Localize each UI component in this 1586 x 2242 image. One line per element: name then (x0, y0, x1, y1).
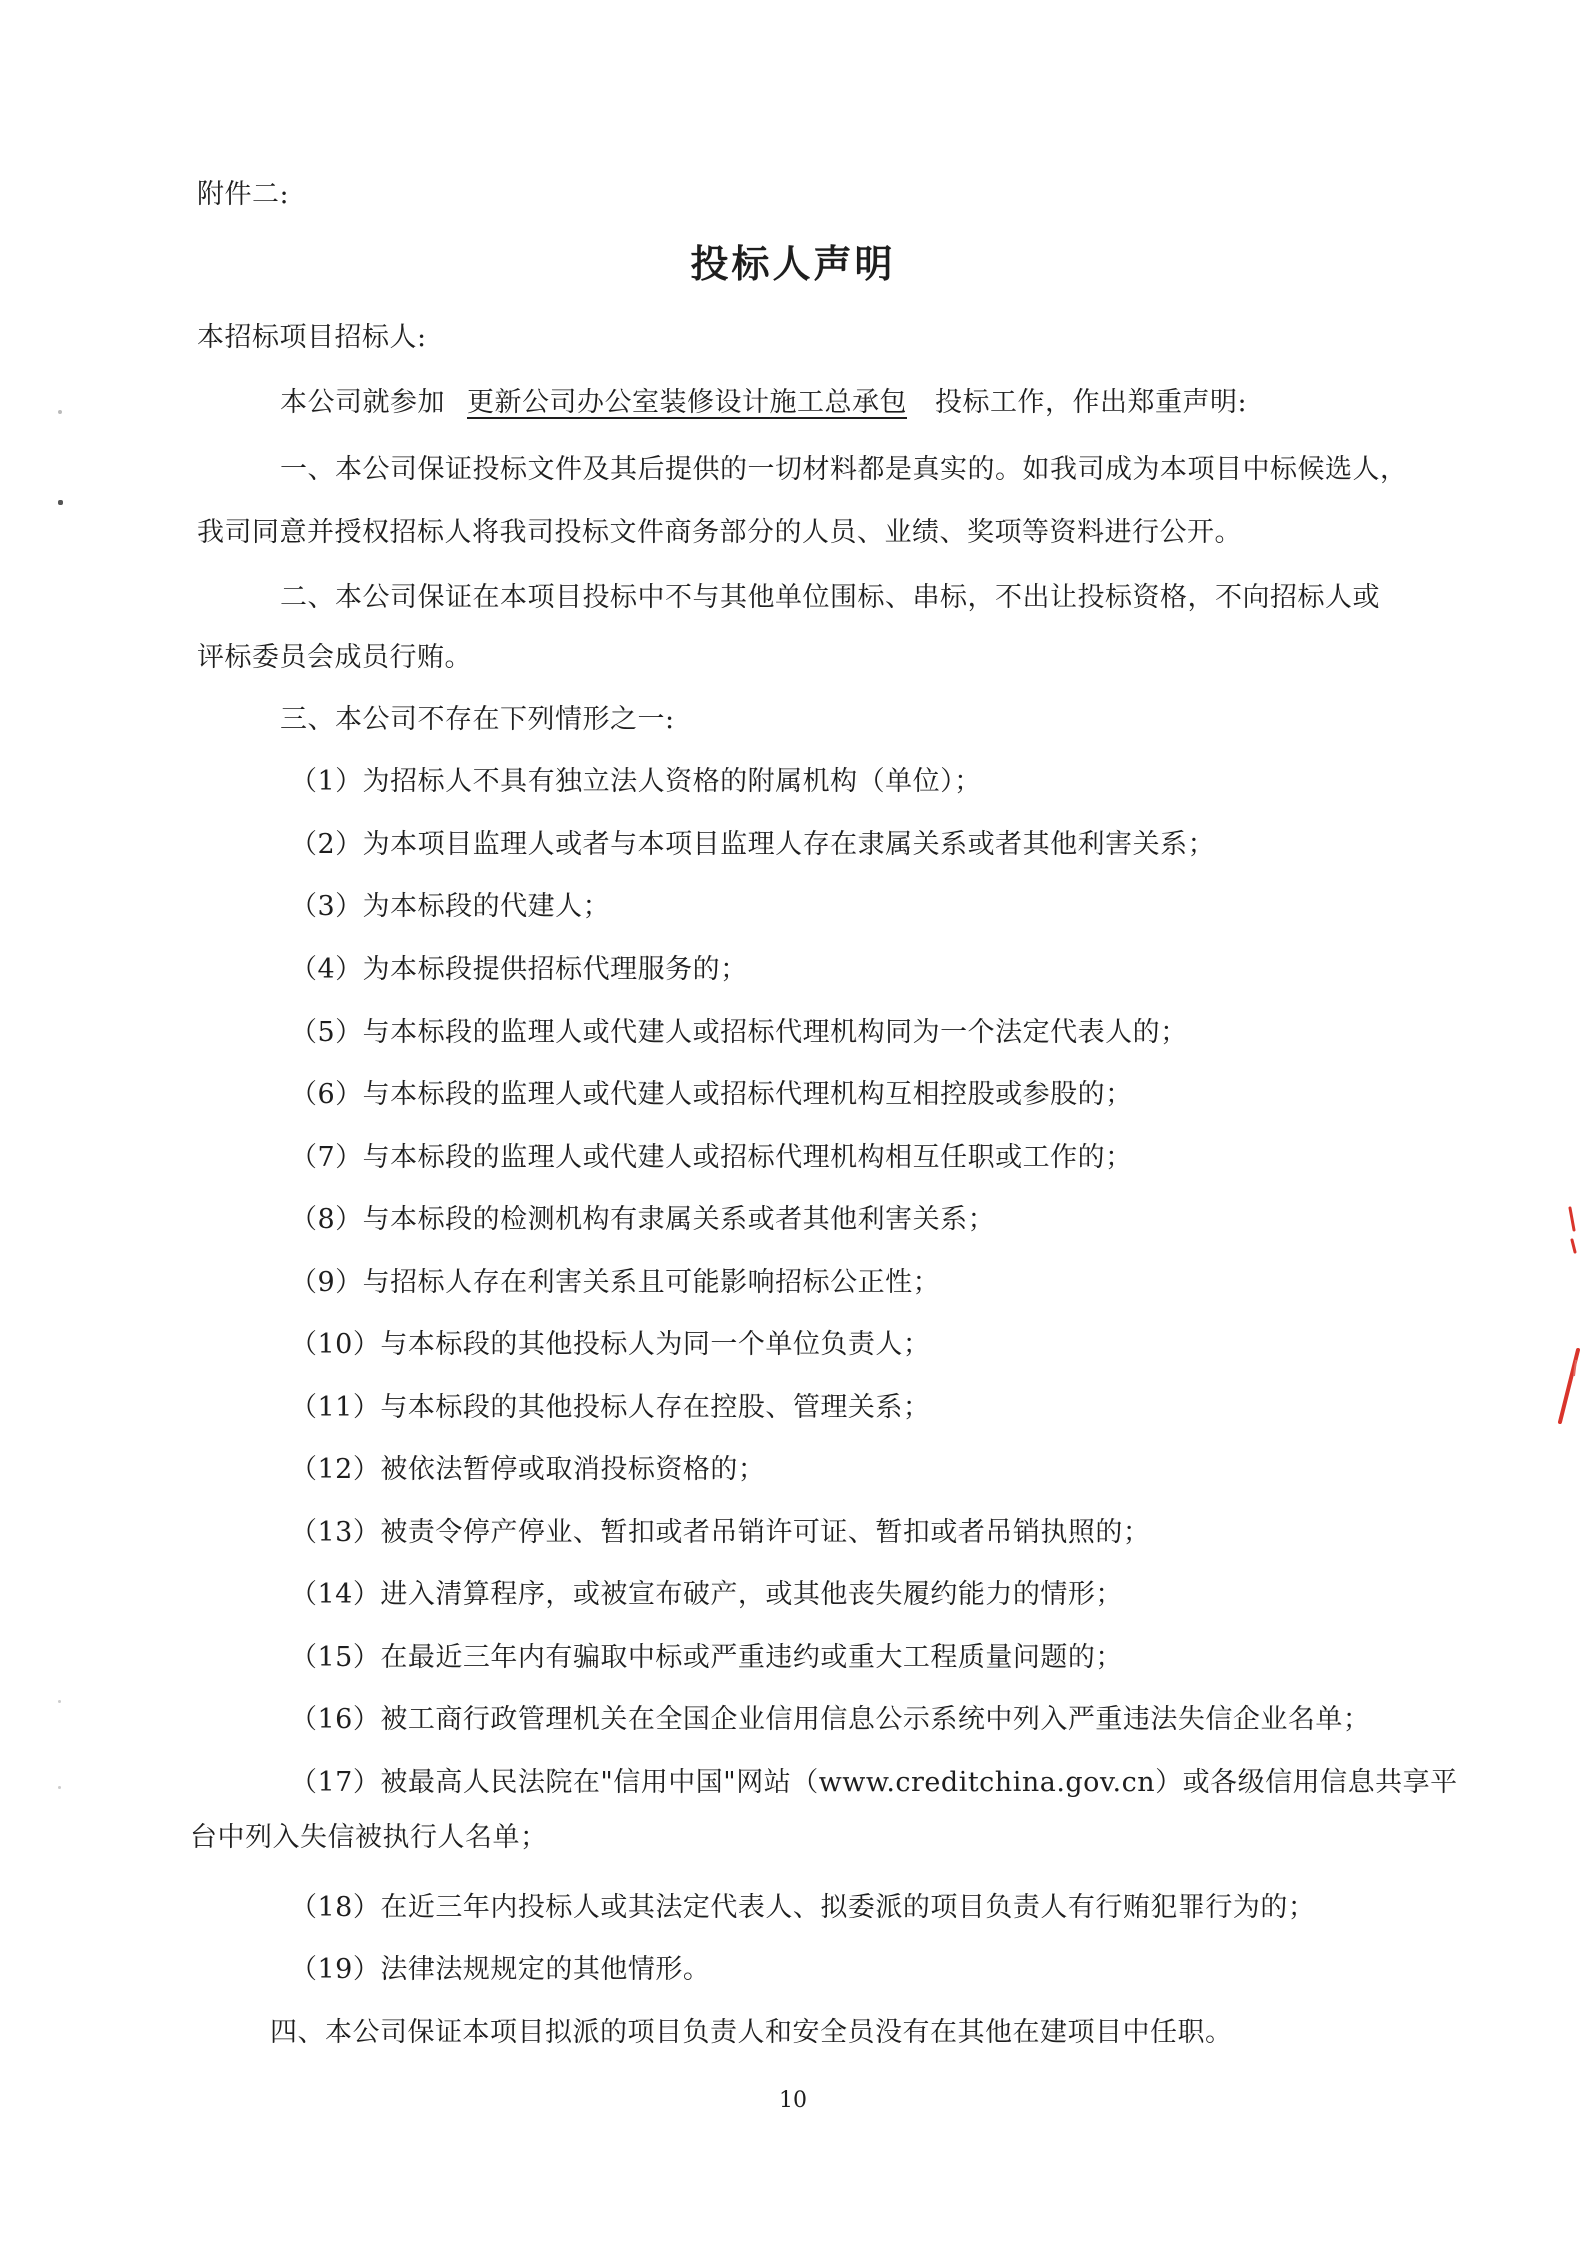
list-item: （13）被责令停产停业、暂扣或者吊销许可证、暂扣或者吊销执照的； (290, 1517, 1151, 1548)
scan-dot (58, 1786, 61, 1789)
list-item: （17）被最高人民法院在"信用中国"网站（www.creditchina.gov.cn）或各级信用信息共享平 (290, 1767, 1458, 1798)
paragraph-2-line-2: 评标委员会成员行贿。 (197, 642, 472, 673)
list-item: （8）与本标段的检测机构有隶属关系或者其他利害关系； (290, 1204, 996, 1235)
paragraph-1-line-1: 一、本公司保证投标文件及其后提供的一切材料都是真实的。如我司成为本项目中标候选人， (280, 454, 1408, 485)
scan-dot (58, 1700, 61, 1703)
list-item: （19）法律法规规定的其他情形。 (290, 1954, 711, 1985)
list-item: （16）被工商行政管理机关在全国企业信用信息公示系统中列入严重违法失信企业名单； (290, 1704, 1371, 1735)
list-item: （10）与本标段的其他投标人为同一个单位负责人； (290, 1329, 931, 1360)
page-title: 投标人声明 (690, 242, 896, 286)
attachment-label: 附件二: (197, 179, 290, 210)
list-item: （4）为本标段提供招标代理服务的； (290, 954, 748, 985)
list-item: （11）与本标段的其他投标人存在控股、管理关系； (290, 1392, 931, 1423)
list-item-continuation: 台中列入失信被执行人名单； (190, 1822, 548, 1853)
paragraph-3-heading: 三、本公司不存在下列情形之一: (280, 704, 675, 735)
intro-before: 本公司就参加 (280, 387, 445, 418)
list-item: （7）与本标段的监理人或代建人或招标代理机构相互任职或工作的； (290, 1142, 1133, 1173)
seal-edge-mark (1556, 1200, 1582, 1430)
list-item: （6）与本标段的监理人或代建人或招标代理机构互相控股或参股的； (290, 1079, 1133, 1110)
paragraph-2-line-1: 二、本公司保证在本项目投标中不与其他单位围标、串标，不出让投标资格，不向招标人或 (280, 582, 1380, 613)
scan-dot (58, 500, 63, 505)
list-item: （15）在最近三年内有骗取中标或严重违约或重大工程质量问题的； (290, 1642, 1123, 1673)
salutation: 本招标项目招标人: (197, 322, 427, 353)
page-number: 10 (779, 2088, 807, 2113)
intro-line (280, 383, 1247, 423)
list-item: （5）与本标段的监理人或代建人或招标代理机构同为一个法定代表人的； (290, 1017, 1188, 1048)
list-item: （1）为招标人不具有独立法人资格的附属机构（单位）； (290, 766, 982, 797)
list-item: （14）进入清算程序，或被宣布破产，或其他丧失履约能力的情形； (290, 1579, 1123, 1610)
list-item: （9）与招标人存在利害关系且可能影响招标公正性； (290, 1267, 941, 1298)
scan-dot (58, 410, 62, 414)
list-item: （3）为本标段的代建人； (290, 891, 611, 922)
list-item: （12）被依法暂停或取消投标资格的； (290, 1454, 766, 1485)
intro-after: 投标工作，作出郑重声明: (935, 387, 1248, 418)
list-item: （2）为本项目监理人或者与本项目监理人存在隶属关系或者其他利害关系； (290, 829, 1216, 860)
paragraph-4: 四、本公司保证本项目拟派的项目负责人和安全员没有在其他在建项目中任职。 (270, 2017, 1233, 2048)
paragraph-1-line-2: 我司同意并授权招标人将我司投标文件商务部分的人员、业绩、奖项等资料进行公开。 (197, 517, 1242, 548)
list-item: （18）在近三年内投标人或其法定代表人、拟委派的项目负责人有行贿犯罪行为的； (290, 1892, 1316, 1923)
project-name: 更新公司办公室装修设计施工总承包 (467, 387, 907, 418)
